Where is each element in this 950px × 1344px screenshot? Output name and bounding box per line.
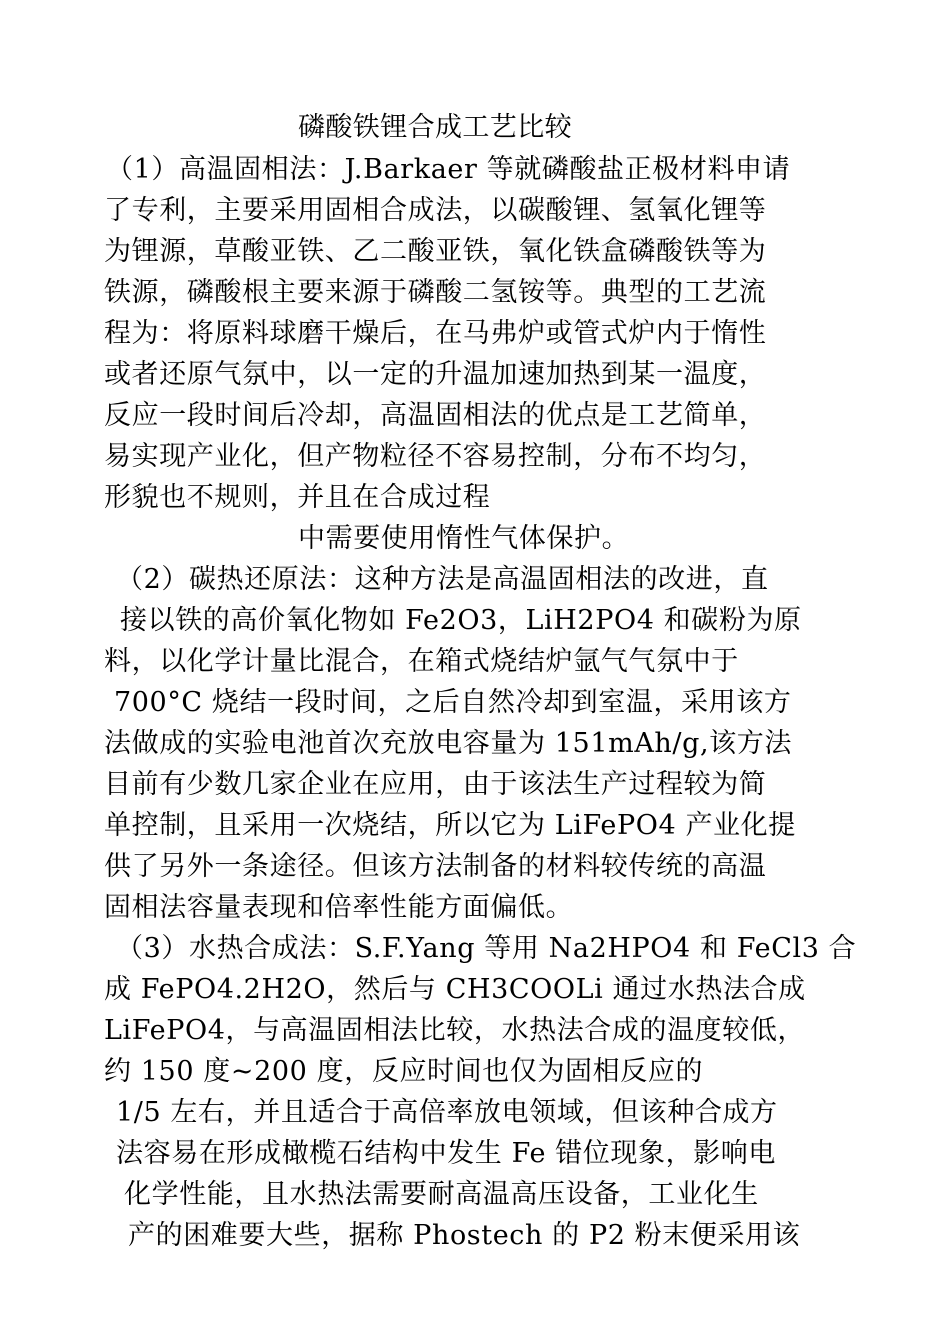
text-line: 700°C 烧结一段时间，之后自然冷却到室温，采用该方 (114, 687, 792, 718)
text-line: 化学性能，且水热法需要耐高温高压设备，工业化生 (124, 1179, 759, 1210)
text-line: 产的困难要大些，据称 Phostech 的 P2 粉末便采用该 (128, 1220, 801, 1251)
text-line: 为锂源，草酸亚铁、乙二酸亚铁，氧化铁盒磷酸铁等为 (104, 236, 767, 267)
text-line: LiFePO4，与高温固相法比较，水热法合成的温度较低， (104, 1015, 806, 1046)
text-line: 接以铁的高价氧化物如 Fe2O3，LiH2PO4 和碳粉为原 (120, 605, 802, 636)
text-line: 目前有少数几家企业在应用，由于该法生产过程较为简 (104, 769, 767, 800)
text-line: （1）高温固相法：J.Barkaer 等就磷酸盐正极材料申请 (106, 154, 791, 185)
text-line: 1/5 左右，并且适合于高倍率放电领域，但该种合成方 (116, 1097, 778, 1128)
text-line: 料，以化学计量比混合，在箱式烧结炉氩气气氛中于 (104, 646, 739, 677)
text-line: 程为：将原料球磨干燥后，在马弗炉或管式炉内于惰性 (104, 318, 767, 349)
text-line: 易实现产业化，但产物粒径不容易控制，分布不均匀， (104, 441, 767, 472)
document-title: 磷酸铁锂合成工艺比较 (298, 112, 572, 143)
text-line: 或者还原气氛中，以一定的升温加速加热到某一温度， (104, 359, 767, 390)
text-line: 单控制，且采用一次烧结，所以它为 LiFePO4 产业化提 (104, 810, 796, 841)
text-line: 中需要使用惰性气体保护。 (298, 523, 630, 554)
text-line: （2）碳热还原法：这种方法是高温固相法的改进，直 (116, 564, 769, 595)
text-line: 法容易在形成橄榄石结构中发生 Fe 错位现象，影响电 (116, 1138, 776, 1169)
text-line: 形貌也不规则，并且在合成过程 (104, 482, 491, 513)
text-line: 供了另外一条途径。但该方法制备的材料较传统的高温 (104, 851, 767, 882)
text-line: 成 FePO4.2H2O，然后与 CH3COOLi 通过水热法合成 (104, 974, 806, 1005)
text-line: 固相法容量表现和倍率性能方面偏低。 (104, 892, 574, 923)
text-line: 反应一段时间后冷却，高温固相法的优点是工艺简单， (104, 400, 767, 431)
text-line: 法做成的实验电池首次充放电容量为 151mAh/g,该方法 (104, 728, 792, 759)
text-line: （3）水热合成法：S.F.Yang 等用 Na2HPO4 和 FeCl3 合 (116, 933, 857, 964)
text-line: 了专利，主要采用固相合成法，以碳酸锂、氢氧化锂等 (104, 195, 767, 226)
text-line: 铁源，磷酸根主要来源于磷酸二氢铵等。典型的工艺流 (104, 277, 767, 308)
text-line: 约 150 度~200 度，反应时间也仅为固相反应的 (104, 1056, 704, 1087)
